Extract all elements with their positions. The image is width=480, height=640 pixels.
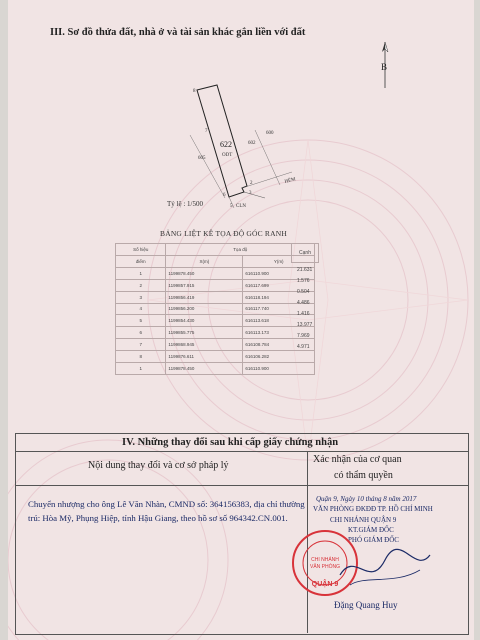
col1-header: Nội dung thay đổi và cơ sở pháp lý	[88, 460, 229, 471]
header-coords: Tọa độ	[166, 244, 315, 256]
vertex-8: 8	[193, 89, 196, 94]
cell-no: 2	[116, 279, 166, 291]
coord-table-title: BẢNG LIỆT KÊ TỌA ĐỘ GÓC RANH	[160, 229, 287, 238]
table-row	[116, 315, 315, 327]
table-row	[116, 279, 315, 291]
cell-x: 1199855.775	[166, 327, 243, 339]
edge-value: 13.977	[297, 322, 313, 328]
vertex-3: 3	[249, 191, 252, 196]
cell-no: 1	[116, 363, 166, 375]
cell-y: 616110.900	[243, 267, 315, 279]
cell-no: 8	[116, 351, 166, 363]
cell-no: 5	[116, 315, 166, 327]
cell-x: 1199857.915	[166, 279, 243, 291]
vertex-5: 5	[230, 204, 233, 209]
cell-y: 616113.618	[243, 315, 315, 327]
sign-deputy: PHÓ GIÁM ĐỐC	[348, 536, 399, 544]
cell-x: 1199878.450	[166, 267, 243, 279]
header-x: X(m)	[166, 255, 243, 267]
section-3-title: III. Sơ đồ thửa đất, nhà ở và tài sản khác gắn liền với đất	[50, 27, 306, 38]
table-row	[116, 291, 315, 303]
table-row	[116, 351, 315, 363]
table-row	[116, 327, 315, 339]
header-point-no2: điểm	[116, 255, 166, 267]
edge-value: 21.631	[297, 267, 313, 273]
cell-no: 7	[116, 339, 166, 351]
cell-x: 1199856.200	[166, 303, 243, 315]
road-label: HẺM	[284, 177, 297, 185]
sign-branch: CHI NHÁNH QUẬN 9	[330, 516, 397, 524]
table-row	[116, 267, 315, 279]
edge-value: 4.971	[297, 344, 310, 350]
table-row	[116, 363, 315, 375]
divider	[15, 451, 468, 452]
neighbor-600: 600	[266, 131, 274, 136]
neighbor-605: 605	[198, 156, 206, 161]
cell-y: 616113.173	[243, 327, 315, 339]
sign-place-date: Quận 9, Ngày 10 tháng 8 năm 2017	[316, 495, 417, 503]
parcel-number: 622	[220, 140, 232, 149]
section-4-title: IV. Những thay đổi sau khi cấp giấy chứng nhận	[122, 437, 339, 448]
table-row	[116, 303, 315, 315]
col2-header-line2: có thẩm quyền	[334, 470, 393, 481]
svg-text:VĂN PHÒNG: VĂN PHÒNG	[309, 564, 341, 570]
cell-no: 3	[116, 291, 166, 303]
cell-y: 616118.194	[243, 291, 315, 303]
cell-y: 616110.900	[243, 363, 315, 375]
edge-column	[291, 243, 319, 350]
sign-office: VĂN PHÒNG ĐKĐĐ TP. HỒ CHÍ MINH	[313, 505, 433, 513]
parcel-sketch	[170, 80, 320, 210]
edge-value: 1.416	[297, 311, 310, 317]
header-edge: Cạnh	[291, 243, 319, 263]
cln-label: CLN	[236, 204, 246, 209]
svg-text:QUẬN 9: QUẬN 9	[311, 581, 339, 588]
header-divider	[15, 485, 468, 486]
cell-y: 616117.740	[243, 303, 315, 315]
coord-table	[115, 243, 315, 375]
col2-header-line1: Xác nhận của cơ quan	[313, 454, 402, 465]
edge-value: 7.969	[297, 333, 310, 339]
land-code: ODT	[222, 153, 233, 158]
header-y: Y(m)	[243, 255, 315, 267]
edge-value: 0.504	[297, 289, 310, 295]
cell-x: 1199868.945	[166, 339, 243, 351]
cell-x: 1199878.450	[166, 363, 243, 375]
sign-kt: KT.GIÁM ĐỐC	[348, 526, 394, 534]
cell-no: 1	[116, 267, 166, 279]
cell-y: 616108.784	[243, 339, 315, 351]
vertex-2: 2	[250, 181, 253, 186]
cell-x: 1199856.419	[166, 291, 243, 303]
vertex-7: 7	[205, 129, 208, 134]
cell-y: 616117.699	[243, 279, 315, 291]
signature-icon	[335, 545, 435, 595]
map-scale: Tỷ lệ : 1/500	[167, 200, 203, 208]
cell-x: 1199854.430	[166, 315, 243, 327]
cell-x: 1199876.611	[166, 351, 243, 363]
edge-value: 4.486	[297, 300, 310, 306]
north-label: B	[381, 62, 388, 72]
cell-y: 616106.282	[243, 351, 315, 363]
edge-value: 1.576	[297, 278, 310, 284]
change-content: Chuyển nhượng cho ông Lê Văn Nhàn, CMND số: 364156383, địa chỉ thường trú: Hòa Mỹ, Phụng Hiệp, tỉnh Hậu Giang, theo hồ sơ số 964342.CN.001.	[28, 499, 305, 523]
cell-no: 6	[116, 327, 166, 339]
neighbor-602: 602	[248, 141, 256, 146]
vertex-6: 6	[223, 193, 226, 198]
svg-text:CHI NHÁNH: CHI NHÁNH	[311, 557, 339, 563]
signer-name: Đặng Quang Huy	[334, 600, 398, 610]
cell-no: 4	[116, 303, 166, 315]
header-point-no: Số hiệu	[116, 244, 166, 256]
table-row	[116, 339, 315, 351]
